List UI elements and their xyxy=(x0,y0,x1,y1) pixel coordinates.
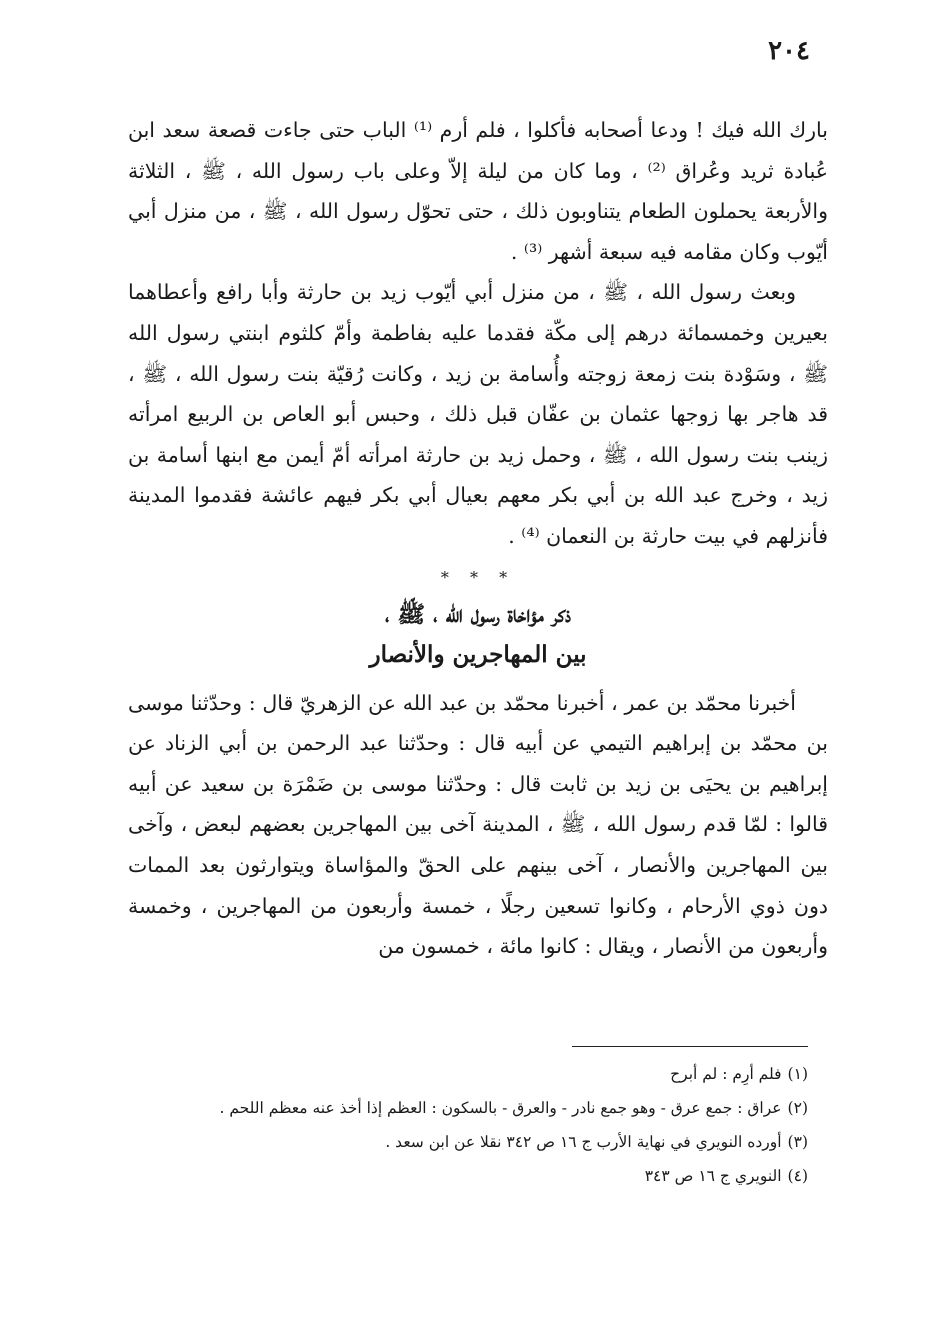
footnote-number: (٤) xyxy=(787,1167,808,1185)
footnote-2 xyxy=(128,1094,808,1122)
section-heading xyxy=(128,595,828,675)
page-number: ٢٠٤ xyxy=(768,36,810,66)
footnote-1 xyxy=(128,1060,808,1088)
footnote-separator xyxy=(572,1046,808,1047)
paragraph-2: وبعث رسول الله ، ﷺ ، من منزل أبي أيّوب زيد بن حارثة وأبا رافع وأعطاهما بعيرين وخمسمائة درهم إلى مكّة فقدما عليه بفاطمة وأمّ كلثوم ابنتي رسول الله ﷺ ، وسَوْدة بنت زمعة زوجته وأُسامة بن زيد ، وكانت رُقيّة بنت رسول الله ، ﷺ ، قد هاجر بها زوجها عثمان بن عفّان قبل ذلك ، وحبس أبو العاص بن الربيع امرأته زينب بنت رسول الله ، ﷺ ، وحمل زيد بن حارثة امرأته أمّ أيمن مع ابنها أسامة بن زيد ، وخرج عبد الله بن أبي بكر معهم بعيال أبي بكر فيهم عائشة فقدموا المدينة فأنزلهم في بيت حارثة بن النعمان ⁽⁴⁾ . xyxy=(128,280,828,548)
section-heading-line-1: ذكر مؤاخاة رسول الله ، ﷺ ، xyxy=(384,600,572,628)
footnote-text: أورده النويري في نهاية الأرب ج ١٦ ص ٣٤٢ نقلا عن ابن سعد . xyxy=(385,1133,782,1151)
footnotes xyxy=(128,1060,808,1196)
section-divider: * * * xyxy=(440,567,516,587)
footnote-number: (١) xyxy=(787,1065,808,1083)
main-text xyxy=(128,110,828,967)
footnote-4 xyxy=(128,1162,808,1190)
footnote-3 xyxy=(128,1128,808,1156)
footnote-text: النويري ج ١٦ ص ٣٤٣ xyxy=(644,1167,782,1185)
footnote-number: (٢) xyxy=(787,1099,808,1117)
section-paragraph: أخبرنا محمّد بن عمر ، أخبرنا محمّد بن عبد الله عن الزهريّ قال : وحدّثنا موسى بن محمّد بن إبراهيم التيمي عن أبيه قال : وحدّثنا عبد الرحمن بن أبي الزناد عن إبراهيم بن يحيَى بن زيد بن ثابت قال : وحدّثنا موسى بن ضَمْرَة بن سعيد عن أبيه قالوا : لمّا قدم رسول الله ، ﷺ ، المدينة آخى بين المهاجرين بعضهم لبعض ، وآخى بين المهاجرين والأنصار ، آخى بينهم على الحقّ والمؤاساة ويتوارثون بعد الممات دون ذوي الأرحام ، وكانوا تسعين رجلًا ، خمسة وأربعون من المهاجرين ، وخمسة وأربعون من الأنصار ، ويقال : كانوا مائة ، خمسون من xyxy=(128,690,828,959)
paragraph-1: بارك الله فيك ! ودعا أصحابه فأكلوا ، فلم أرم ⁽¹⁾ الباب حتى جاءت قصعة سعد ابن عُبادة ثريد وعُراق ⁽²⁾ ، وما كان من ليلة إلاّ وعلى باب رسول الله ، ﷺ ، الثلاثة والأربعة يحملون الطعام يتناوبون ذلك ، حتى تحوّل رسول الله ، ﷺ ، من منزل أبي أيّوب وكان مقامه فيه سبعة أشهر ⁽³⁾ . xyxy=(128,118,828,264)
footnote-text: عراق : جمع عرق - وهو جمع نادر - والعرق - بالسكون : العظم إذا أخذ عنه معظم اللحم . xyxy=(219,1099,782,1117)
footnote-text: فلم أرِم : لم أبرح xyxy=(670,1065,782,1083)
footnote-number: (٣) xyxy=(787,1133,808,1151)
section-heading-line-2: بين المهاجرين والأنصار xyxy=(369,640,587,668)
